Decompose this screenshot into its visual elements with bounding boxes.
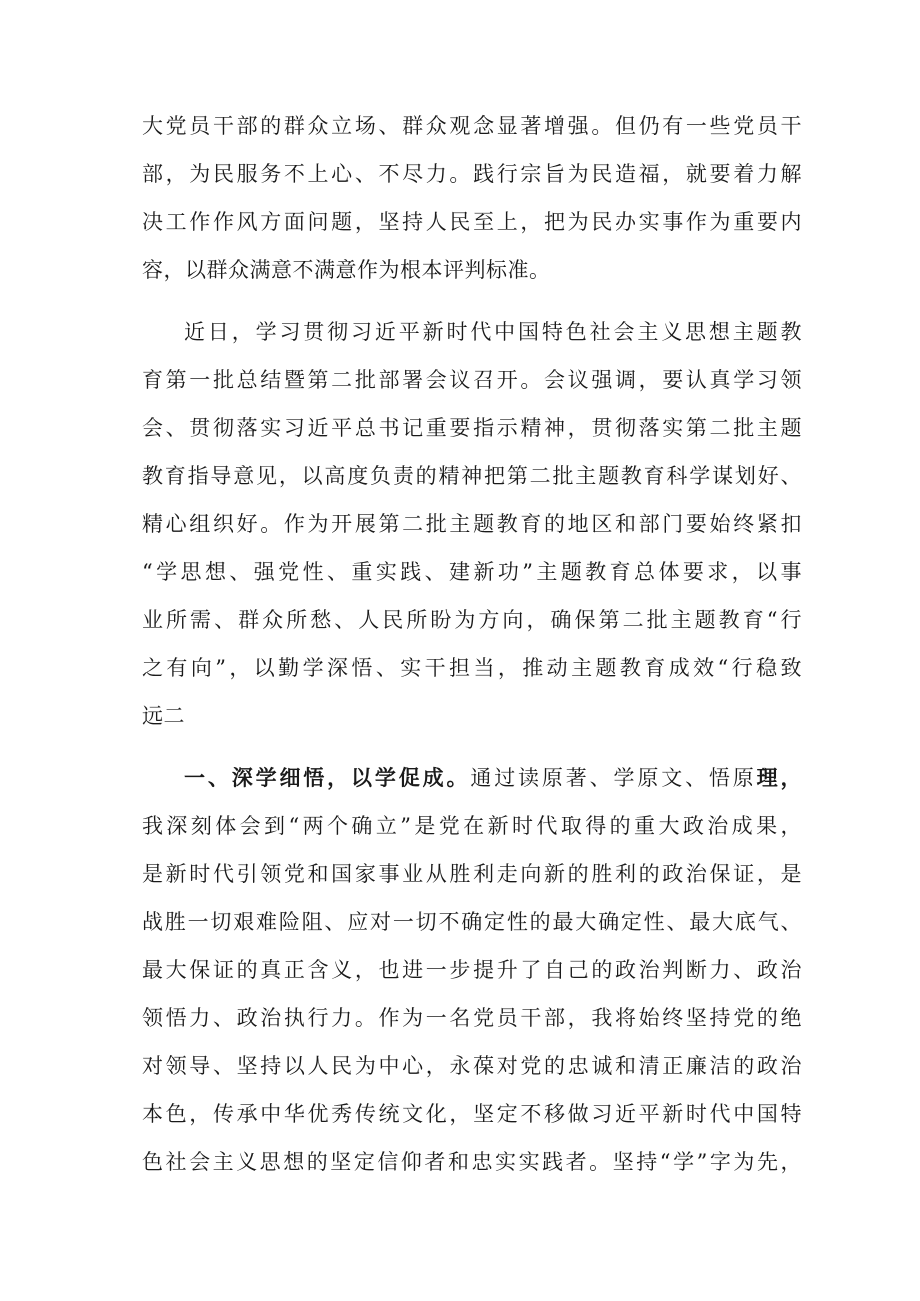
text-line: 大党员干部的群众立场、群众观念显著增强。但仍有一些党员干 [142,114,802,138]
text-line: 最大保证的真正含义，也进一步提升了自己的政治判断力、政治 [142,958,802,982]
paragraph-1 [142,102,802,294]
document-page [142,102,802,1186]
text-line: 部，为民服务不上心、不尽力。践行宗旨为民造福，就要着力解 [142,162,802,186]
text-line: 会、贯彻落实习近平总书记重要指示精神，贯彻落实第二批主题 [142,416,802,440]
section-heading: 一、深学细悟，以学促成。 [184,765,471,790]
paragraph-3 [142,754,802,1186]
text-line: 我深刻体会到“两个确立”是党在新时代取得的重大政治成果， [142,814,802,838]
paragraph-2 [142,308,802,740]
text-line: 近日，学习贯彻习近平新时代中国特色社会主义思想主题教 [184,320,802,344]
text-line: 对领导、坚持以人民为中心，永葆对党的忠诚和清正廉洁的政治 [142,1054,802,1078]
text-line: 是新时代引领党和国家事业从胜利走向新的胜利的政治保证，是 [142,862,802,886]
text-line: “学思想、强党性、重实践、建新功”主题教育总体要求，以事 [142,560,802,584]
text-line: 决工作作风方面问题，坚持人民至上，把为民办实事作为重要内 [142,210,802,234]
text-line: 本色，传承中华优秀传统文化，坚定不移做习近平新时代中国特 [142,1102,802,1126]
text-line: 业所需、群众所愁、人民所盼为方向，确保第二批主题教育“行 [142,608,802,632]
text-line: 精心组织好。作为开展第二批主题教育的地区和部门要始终紧扣 [142,512,802,536]
text-line: 领悟力、政治执行力。作为一名党员干部，我将始终坚持党的绝 [142,1006,802,1030]
text-line-with-heading [142,754,802,802]
heading-line-end: 理， [756,765,802,790]
heading-line-text: 通过读原著、学原文、悟原 [470,766,757,790]
text-line: 之有向”，以勤学深悟、实干担当，推动主题教育成效“行稳致 [142,656,802,680]
text-line: 战胜一切艰难险阻、应对一切不确定性的最大确定性、最大底气、 [142,910,802,934]
text-line: 教育指导意见，以高度负责的精神把第二批主题教育科学谋划好、 [142,464,802,488]
text-line: 远二 [142,704,185,728]
text-line: 育第一批总结暨第二批部署会议召开。会议强调，要认真学习领 [142,368,802,392]
text-line: 容，以群众满意不满意作为根本评判标准。 [142,258,551,282]
text-line: 色社会主义思想的坚定信仰者和忠实实践者。坚持“学”字为先， [142,1150,802,1174]
